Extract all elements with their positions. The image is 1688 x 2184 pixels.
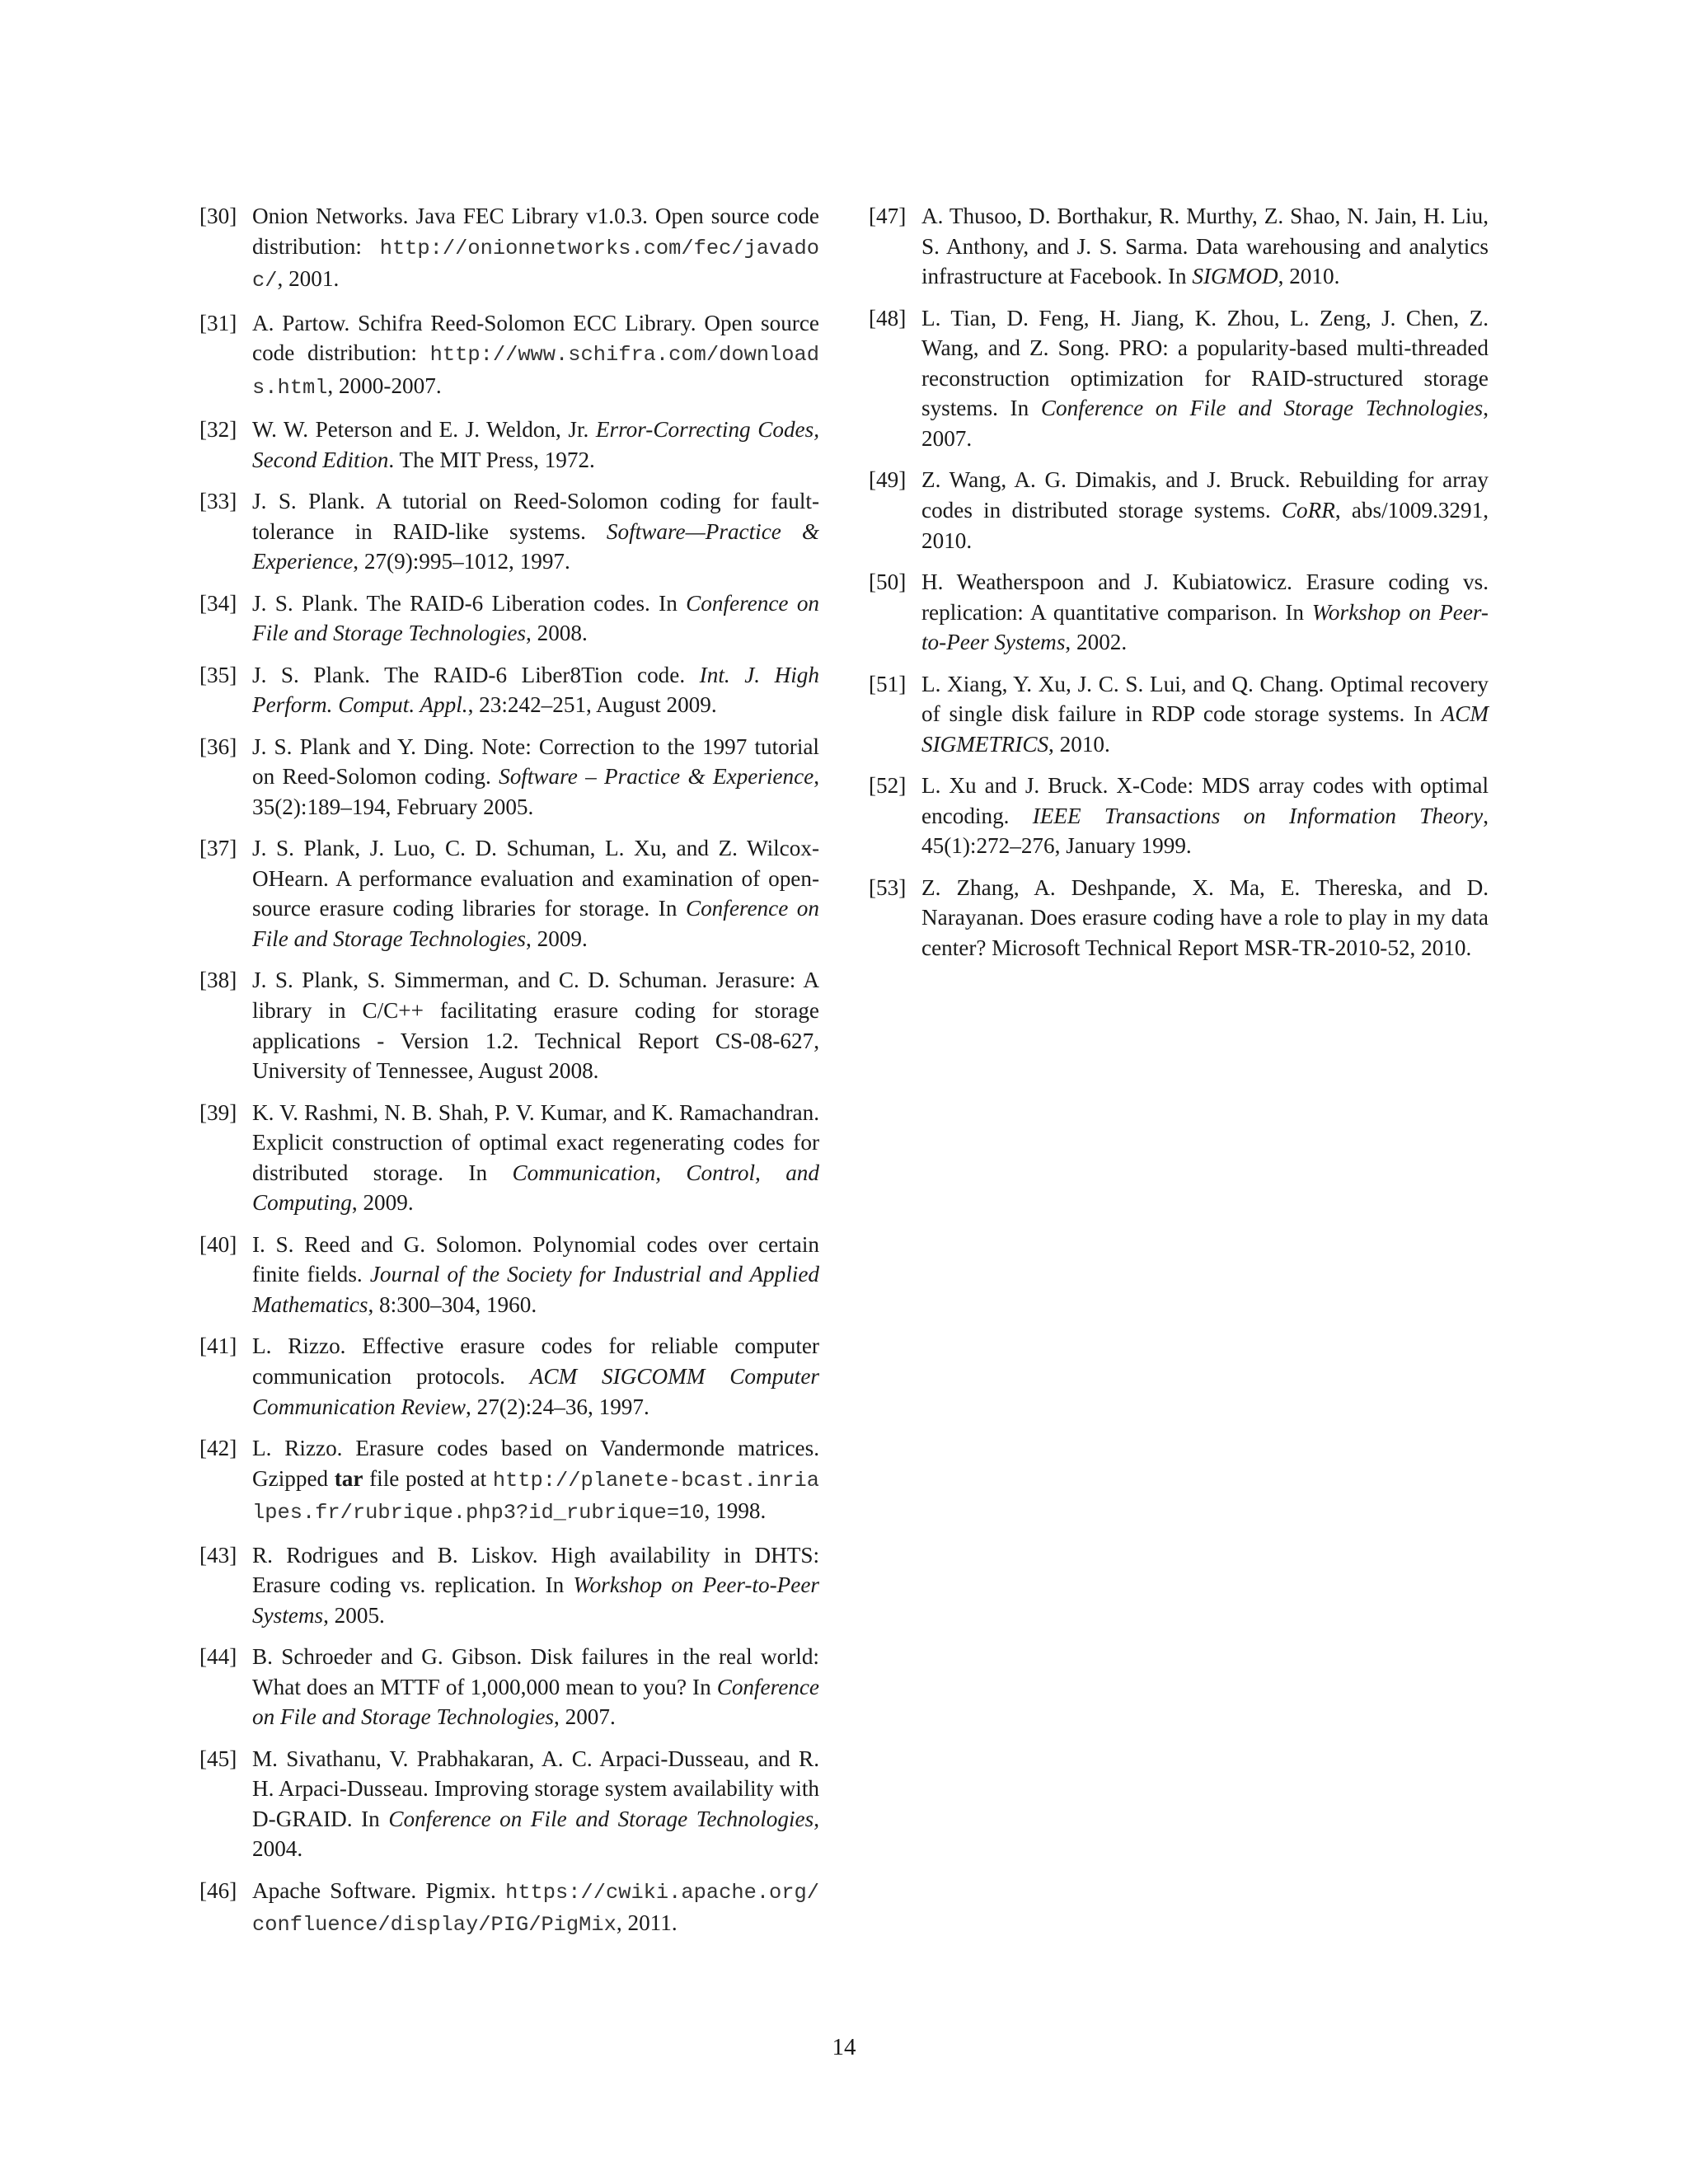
reference-segment: , 23:242–251, August 2009. bbox=[467, 692, 717, 718]
reference-entry bbox=[199, 833, 819, 954]
reference-number: [37] bbox=[199, 836, 237, 861]
reference-segment: , 2005. bbox=[323, 1602, 385, 1628]
reference-number: [39] bbox=[199, 1099, 237, 1125]
reference-entry bbox=[869, 567, 1489, 658]
reference-segment: B. Schroeder and G. Gibson. Disk failures in the real world: What does an MTTF of 1,000,000 mean to you? In bbox=[252, 1644, 819, 1699]
reference-segment: , 2002. bbox=[1065, 630, 1128, 655]
reference-entry bbox=[869, 873, 1489, 963]
reference-segment: L. Rizzo. Effective erasure codes for reliable computer communication protocols. bbox=[252, 1333, 819, 1389]
reference-venue: Conference on File and Storage Technologies bbox=[252, 896, 819, 952]
reference-number: [31] bbox=[199, 310, 237, 335]
reference-number: [35] bbox=[199, 662, 237, 687]
reference-segment: R. Rodrigues and B. Liskov. High availability in DHTS: Erasure coding vs. replication. In bbox=[252, 1542, 819, 1598]
reference-segment: J. S. Plank and Y. Ding. Note: Correction to the 1997 tutorial on Reed-Solomon coding. bbox=[252, 733, 819, 790]
reference-segment: , 2007. bbox=[554, 1704, 616, 1730]
reference-segment: M. Sivathanu, V. Prabhakaran, A. C. Arpaci-Dusseau, and R. H. Arpaci-Dusseau. Improving storage system availability with D-GRAID. In bbox=[252, 1746, 819, 1831]
reference-number: [51] bbox=[869, 671, 907, 696]
reference-number: [46] bbox=[199, 1877, 237, 1903]
reference-entry bbox=[869, 201, 1489, 292]
reference-entry bbox=[199, 660, 819, 720]
reference-segment: , 2001. bbox=[277, 266, 340, 292]
reference-entry bbox=[199, 415, 819, 475]
reference-venue: CoRR bbox=[1281, 497, 1335, 523]
reference-number: [38] bbox=[199, 968, 237, 993]
reference-entry bbox=[199, 588, 819, 649]
reference-url: http://www.schifra.com/downloads.html bbox=[252, 343, 819, 400]
reference-entry bbox=[199, 1331, 819, 1422]
reference-segment: Onion Networks. Java FEC Library v1.0.3. Open source code distribution: bbox=[252, 204, 819, 259]
reference-segment: , abs/1009.3291, 2010. bbox=[921, 497, 1489, 553]
reference-text bbox=[921, 567, 1489, 658]
reference-segment: K. V. Rashmi, N. B. Shah, P. V. Kumar, and K. Ramachandran. Explicit construction of optimal exact regenerating codes for distributed storage. In bbox=[252, 1099, 819, 1185]
reference-text bbox=[252, 415, 819, 475]
reference-number: [48] bbox=[869, 305, 907, 330]
reference-bold-term: tar bbox=[334, 1465, 363, 1491]
reference-text bbox=[252, 1433, 819, 1529]
reference-segment: H. Weatherspoon and J. Kubiatowicz. Erasure coding vs. replication: A quantitative comparison. In bbox=[921, 569, 1489, 625]
reference-segment: L. Xiang, Y. Xu, J. C. S. Lui, and Q. Chang. Optimal recovery of single disk failure in RDP code storage systems. In bbox=[921, 671, 1489, 727]
reference-segment: L. Xu and J. Bruck. X-Code: MDS array codes with optimal encoding. bbox=[921, 773, 1489, 828]
reference-entry bbox=[199, 486, 819, 577]
reference-number: [43] bbox=[199, 1542, 237, 1568]
reference-number: [34] bbox=[199, 590, 237, 616]
reference-venue: Communication, Control, and Computing bbox=[252, 1160, 819, 1216]
reference-segment: , 27(9):995–1012, 1997. bbox=[353, 549, 570, 574]
reference-text bbox=[252, 732, 819, 823]
reference-text bbox=[252, 1230, 819, 1320]
reference-number: [50] bbox=[869, 569, 907, 594]
reference-segment: , 2009. bbox=[526, 926, 588, 952]
reference-segment: , 2010. bbox=[1278, 264, 1340, 289]
reference-venue: Journal of the Society for Industrial and Applied Mathematics bbox=[252, 1262, 820, 1317]
reference-segment: A. Partow. Schifra Reed-Solomon ECC Library. Open source code distribution: bbox=[252, 310, 819, 366]
reference-text bbox=[252, 486, 819, 577]
reference-segment: , 2007. bbox=[921, 396, 1489, 451]
reference-entry bbox=[199, 308, 819, 404]
reference-text bbox=[921, 465, 1489, 555]
reference-venue: SIGMOD bbox=[1192, 264, 1278, 289]
reference-segment: I. S. Reed and G. Solomon. Polynomial codes over certain finite fields. bbox=[252, 1231, 819, 1287]
reference-number: [44] bbox=[199, 1644, 237, 1670]
reference-segment: , 8:300–304, 1960. bbox=[368, 1291, 537, 1317]
reference-segment: Z. Zhang, A. Deshpande, X. Ma, E. Thereska, and D. Narayanan. Does erasure coding have a role to play in my data center? Microsoft Technical Report MSR-TR-2010-52, 2010. bbox=[921, 874, 1489, 960]
reference-number: [41] bbox=[199, 1333, 237, 1359]
page-number: 14 bbox=[832, 2034, 856, 2060]
reference-segment: J. S. Plank, J. Luo, C. D. Schuman, L. Xu, and Z. Wilcox-OHearn. A performance evaluation and examination of open-source erasure coding libraries for storage. In bbox=[252, 836, 819, 921]
reference-text bbox=[921, 873, 1489, 963]
reference-number: [42] bbox=[199, 1435, 237, 1460]
reference-segment: , 2010. bbox=[1048, 731, 1110, 757]
reference-text bbox=[252, 308, 819, 404]
reference-entry bbox=[869, 303, 1489, 454]
reference-venue: Workshop on Peer-to-Peer Systems bbox=[921, 599, 1489, 655]
reference-segment: J. S. Plank. A tutorial on Reed-Solomon coding for fault-tolerance in RAID-like systems. bbox=[252, 489, 819, 544]
reference-entry bbox=[199, 1098, 819, 1218]
reference-text bbox=[921, 303, 1489, 454]
reference-text bbox=[252, 588, 819, 649]
reference-number: [47] bbox=[869, 204, 907, 228]
reference-number: [36] bbox=[199, 733, 237, 759]
reference-segment: , 2011. bbox=[616, 1910, 678, 1936]
reference-venue: Error-Correcting Codes, Second Edition bbox=[252, 417, 820, 472]
reference-venue: Conference on File and Storage Technologies bbox=[388, 1806, 814, 1831]
reference-text bbox=[252, 965, 819, 1085]
reference-segment: , 45(1):272–276, January 1999. bbox=[921, 803, 1489, 859]
reference-text bbox=[921, 771, 1489, 861]
reference-text bbox=[252, 1876, 819, 1941]
reference-segment: J. S. Plank. The RAID-6 Liberation codes. In bbox=[252, 590, 687, 616]
reference-segment: , 2000-2007. bbox=[327, 373, 442, 398]
reference-entry bbox=[869, 465, 1489, 555]
reference-number: [40] bbox=[199, 1231, 237, 1257]
reference-entry bbox=[869, 669, 1489, 760]
reference-text bbox=[252, 201, 819, 297]
reference-venue: ACM SIGMETRICS bbox=[921, 701, 1489, 757]
reference-number: [33] bbox=[199, 489, 237, 514]
reference-url: http://onionnetworks.com/fec/javadoc/ bbox=[252, 236, 819, 293]
reference-segment: . The MIT Press, 1972. bbox=[388, 447, 595, 472]
reference-text bbox=[252, 660, 819, 720]
reference-segment: file posted at bbox=[363, 1465, 493, 1491]
reference-text bbox=[252, 1098, 819, 1218]
reference-number: [49] bbox=[869, 467, 907, 493]
reference-segment: Z. Wang, A. G. Dimakis, and J. Bruck. Rebuilding for array codes in distributed storage systems. bbox=[921, 467, 1489, 523]
reference-segment: J. S. Plank, S. Simmerman, and C. D. Schuman. Jerasure: A library in C/C++ facilitating erasure coding for storage applications - Version 1.2. Technical Report CS-08-627, University of Tennessee, August 2008. bbox=[252, 968, 819, 1084]
reference-number: [45] bbox=[199, 1746, 237, 1771]
reference-segment: J. S. Plank. The RAID-6 Liber8Tion code. bbox=[252, 662, 700, 687]
reference-venue: Workshop on Peer-to-Peer Systems bbox=[252, 1572, 820, 1628]
reference-url: https://cwiki.apache.org/confluence/display/PIG/PigMix bbox=[252, 1880, 819, 1938]
reference-number: [53] bbox=[869, 874, 907, 900]
reference-segment: W. W. Peterson and E. J. Weldon, Jr. bbox=[252, 417, 596, 443]
reference-text bbox=[921, 201, 1489, 292]
reference-text bbox=[252, 1642, 819, 1732]
reference-venue: Software—Practice & Experience bbox=[252, 518, 819, 574]
reference-entry bbox=[199, 1433, 819, 1529]
reference-text bbox=[252, 833, 819, 954]
reference-text bbox=[252, 1540, 819, 1631]
reference-segment: , 1998. bbox=[704, 1498, 767, 1524]
reference-entry bbox=[199, 732, 819, 823]
reference-number: [52] bbox=[869, 773, 907, 799]
reference-entry bbox=[199, 1540, 819, 1631]
reference-text bbox=[921, 669, 1489, 760]
reference-entry bbox=[199, 1230, 819, 1320]
reference-venue: Software – Practice & Experience bbox=[499, 764, 814, 790]
reference-entry bbox=[199, 1744, 819, 1864]
reference-venue: ACM SIGCOMM Computer Communication Review bbox=[252, 1363, 819, 1419]
reference-entry bbox=[199, 1642, 819, 1732]
reference-segment: Apache Software. Pigmix. bbox=[252, 1877, 506, 1903]
reference-segment: A. Thusoo, D. Borthakur, R. Murthy, Z. Shao, N. Jain, H. Liu, S. Anthony, and J. S. Sarma. Data warehousing and analytics infrastructure at Facebook. In bbox=[921, 204, 1489, 289]
reference-text bbox=[252, 1331, 819, 1422]
reference-text bbox=[252, 1744, 819, 1864]
reference-entry bbox=[199, 1876, 819, 1941]
reference-segment: , 2004. bbox=[252, 1806, 819, 1862]
reference-entry bbox=[869, 771, 1489, 861]
references-column-left bbox=[199, 201, 819, 1952]
reference-entry bbox=[199, 965, 819, 1085]
reference-entry bbox=[199, 201, 819, 297]
references-column-right bbox=[869, 201, 1489, 974]
reference-segment: , 27(2):24–36, 1997. bbox=[466, 1394, 649, 1419]
reference-segment: , 2008. bbox=[526, 621, 588, 646]
reference-venue: IEEE Transactions on Information Theory bbox=[1032, 803, 1484, 828]
reference-segment: L. Tian, D. Feng, H. Jiang, K. Zhou, L. Zeng, J. Chen, Z. Wang, and Z. Song. PRO: a popularity-based multi-threaded reconstruction optimization for RAID-structured storage systems. In bbox=[921, 305, 1489, 421]
reference-venue: Int. J. High Perform. Comput. Appl. bbox=[252, 662, 819, 718]
reference-venue: Conference on File and Storage Technologies bbox=[252, 1674, 819, 1730]
reference-segment: , 35(2):189–194, February 2005. bbox=[252, 764, 820, 819]
reference-segment: L. Rizzo. Erasure codes based on Vandermonde matrices. Gzipped bbox=[252, 1435, 819, 1491]
reference-venue: Conference on File and Storage Technologies bbox=[252, 590, 820, 646]
reference-venue: Conference on File and Storage Technologies bbox=[1040, 396, 1484, 421]
reference-number: [30] bbox=[199, 204, 237, 228]
reference-segment: , 2009. bbox=[351, 1190, 414, 1216]
reference-url: http://planete-bcast.inrialpes.fr/rubrique.php3?id_rubrique=10 bbox=[252, 1468, 819, 1526]
reference-number: [32] bbox=[199, 417, 237, 443]
